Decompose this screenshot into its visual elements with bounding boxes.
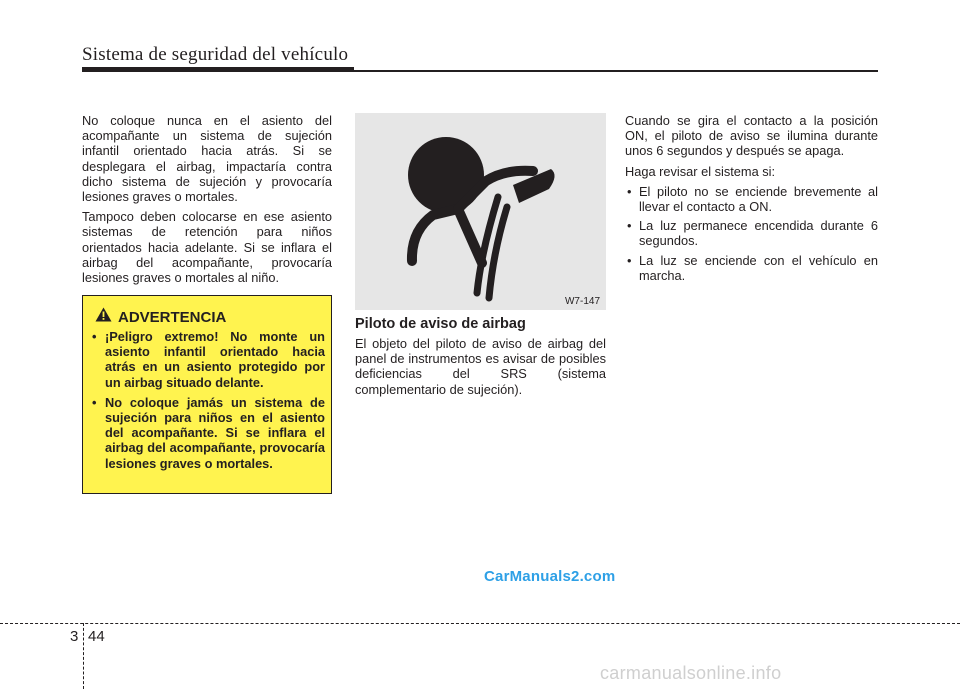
warning-title: ADVERTENCIA <box>118 308 227 326</box>
warning-list <box>91 329 325 476</box>
figure-code: W7-147 <box>564 296 600 307</box>
warning-triangle-icon <box>95 307 112 327</box>
list-item: • El piloto no se enciende brevemente al llevar el contacto a ON. <box>625 184 878 214</box>
check-list <box>625 184 878 283</box>
section-title: Piloto de aviso de airbag <box>355 316 526 332</box>
warning-box <box>82 295 332 494</box>
footer-divider <box>0 623 960 624</box>
watermark-link[interactable]: CarManuals2.com <box>484 568 616 585</box>
right-paragraph-1: Cuando se gira el contacto a la posición ON, el piloto de aviso se ilumina durante unos 6 segundos y después se apaga. <box>625 113 878 159</box>
right-column <box>625 113 878 287</box>
airbag-warning-icon <box>355 113 606 310</box>
list-item: • La luz se enciende con el vehículo en marcha. <box>625 253 878 283</box>
page-number-separator <box>83 623 84 689</box>
left-paragraph-1: No coloque nunca en el asiento del acompañante un sistema de sujeción infantil orientado hacia atrás. Si se desplegara el airbag, impactaría contra dicho sistema de sujeción y provocaría lesiones graves o mortales. <box>82 113 332 205</box>
header-rule-thin <box>354 70 878 72</box>
warning-item: • ¡Peligro extremo! No monte un asiento infantil orientado hacia atrás en un asiento protegido por un airbag situado delante. <box>91 329 325 390</box>
section-body: El objeto del piloto de aviso de airbag del panel de instrumentos es avisar de posibles deficiencias del SRS (sistema complementario de sujeción). <box>355 336 606 397</box>
left-paragraph-2: Tampoco deben colocarse en ese asiento sistemas de retención para niños orientados hacia adelante. Si se inflara el airbag del acompañante, provocaría lesiones graves o mortales al niño. <box>82 209 332 286</box>
page-number: 44 <box>88 628 105 645</box>
list-item: • La luz permanece encendida durante 6 segundos. <box>625 218 878 248</box>
warning-item: • No coloque jamás un sistema de sujeción para niños en el asiento del acompañante. Si se inflara el airbag del acompañante, provocaría lesiones graves o mortales. <box>91 395 325 471</box>
chapter-number: 3 <box>70 628 79 645</box>
page-header-title: Sistema de seguridad del vehículo <box>82 44 349 65</box>
bottom-watermark-url[interactable]: carmanualsonline.info <box>600 663 782 683</box>
airbag-figure <box>355 113 606 310</box>
middle-column <box>355 336 606 402</box>
header-rule-thick <box>82 67 354 72</box>
left-column <box>82 113 332 290</box>
warning-header <box>95 307 226 327</box>
right-paragraph-2: Haga revisar el sistema si: <box>625 163 776 179</box>
